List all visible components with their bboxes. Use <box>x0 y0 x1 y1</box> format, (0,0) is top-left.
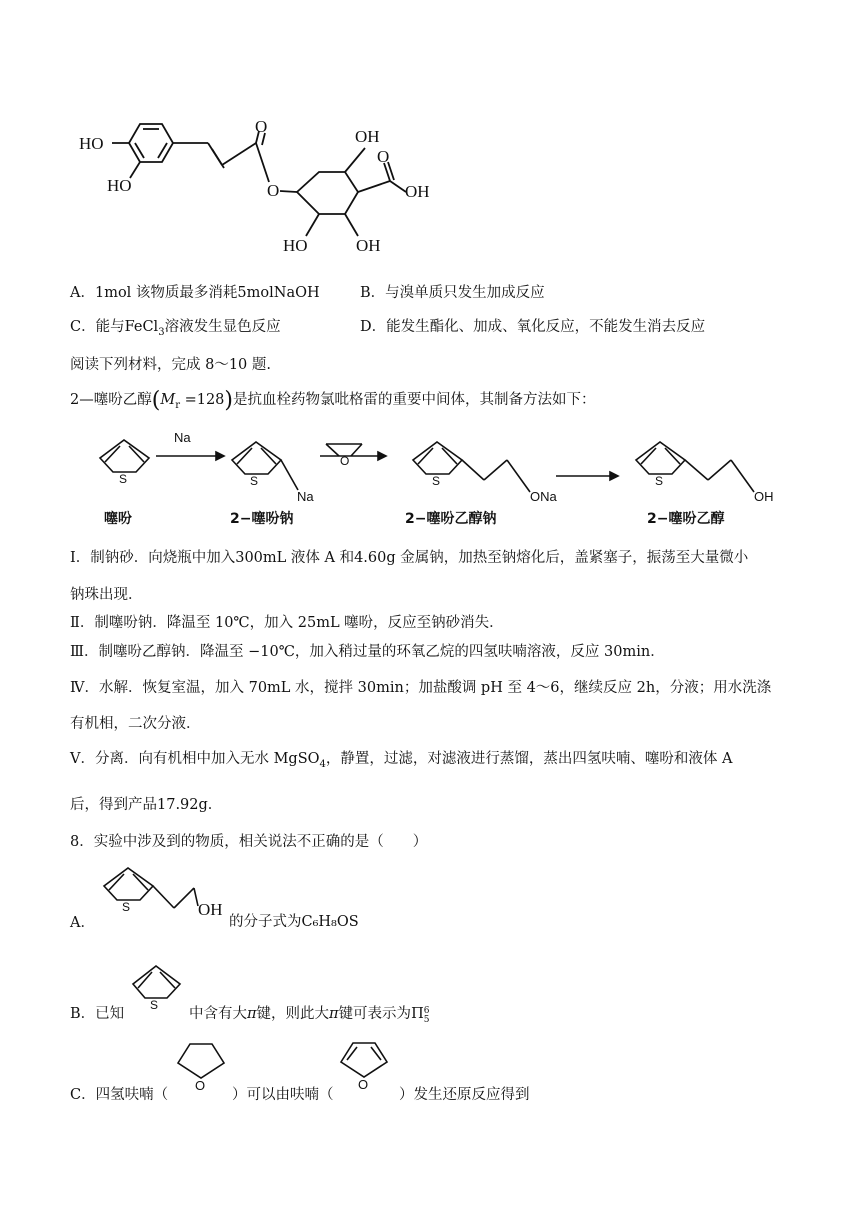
step-4-line-2: 有机相，二次分液． <box>70 716 201 732</box>
thiophene-s-3: S <box>432 474 441 488</box>
ester-o-label: O <box>267 181 280 200</box>
q8-a-oh: OH <box>198 900 223 919</box>
name-sodium-thiophene: 2−噻吩钠 <box>230 511 294 527</box>
ona-label: ONa <box>530 489 557 504</box>
step-4-line-1: Ⅳ．水解．恢复室温，加入 70mL 水，搅拌 30min；加盐酸调 pH 至 4～6，继续反应 2h，分液；用水洗涤 <box>70 680 772 696</box>
oh-label-top: OH <box>355 127 380 146</box>
q8-c-furan-o: O <box>358 1077 369 1092</box>
acid-o-label: O <box>377 147 390 166</box>
ho-ring-label: HO <box>283 236 308 255</box>
q7-option-d: D．能发生酯化、加成、氧化反应，不能发生消去反应 <box>360 319 706 335</box>
oh-ring-label: OH <box>356 236 381 255</box>
name-thiophene-ethanol-sodium: 2−噻吩乙醇钠 <box>405 511 497 527</box>
na-substituent: Na <box>297 489 314 504</box>
q8-b-s: S <box>150 998 159 1012</box>
q8-b-text: 中含有大π键，则此大π键可表示为Π 6 5 <box>189 1006 430 1025</box>
q7-option-c: C．能与FeCl$_3$溶液发生显色反应 <box>70 319 281 338</box>
q8-c-end: ）发生还原反应得到 <box>399 1087 530 1103</box>
q7-option-b: B．与溴单质只发生加成反应 <box>360 285 545 301</box>
step-3: Ⅲ．制噻吩乙醇钠．降温至 −10℃，加入稍过量的环氧乙烷的四氢呋喃溶液，反应 30min． <box>70 644 665 660</box>
q7-option-a: A．1mol 该物质最多消耗5molNaOH <box>70 285 320 301</box>
step-1-line-2: 钠珠出现． <box>70 587 143 603</box>
q8-c-label: C．四氢呋喃（ <box>70 1087 169 1103</box>
name-thiophene: 噻吩 <box>104 511 132 527</box>
thiophene-s-4: S <box>655 474 664 488</box>
oh-label: OH <box>754 489 774 504</box>
step-5-line-1: Ⅴ．分离．向有机相中加入无水 MgSO$_4$，静置，过滤，对滤液进行蒸馏，蒸出四氢呋喃、噻吩和液体 A <box>70 751 733 770</box>
reagent-na: Na <box>174 430 191 445</box>
thiophene-s-1: S <box>119 472 128 486</box>
q8-a-s: S <box>122 900 131 914</box>
q8-c-thf-o: O <box>195 1078 206 1093</box>
thiophene-s-2: S <box>250 474 259 488</box>
step-2: Ⅱ．制噻吩钠．降温至 10℃，加入 25mL 噻吩，反应至钠砂消失． <box>70 615 504 631</box>
ho-label-bottom: HO <box>107 176 132 195</box>
name-thiophene-ethanol: 2−噻吩乙醇 <box>647 511 725 527</box>
step-5-line-2: 后，得到产品17.92g． <box>70 797 223 813</box>
reading-intro: 阅读下列材料，完成 8～10 题. <box>70 357 272 373</box>
q8-b-label: B．已知 <box>70 1006 125 1022</box>
q8-a-text: 的分子式为C₆H₈OS <box>229 914 359 930</box>
q8-c-mid: ）可以由呋喃（ <box>232 1087 334 1103</box>
carbonyl-o-label: O <box>255 117 268 136</box>
q8-stem: 8．实验中涉及到的物质，相关说法不正确的是（ ） <box>70 834 428 850</box>
acid-oh-label: OH <box>405 182 430 201</box>
q8-a-label: A． <box>70 915 95 931</box>
epoxide-o: O <box>340 454 350 468</box>
ho-label-top: HO <box>79 134 104 153</box>
step-1-line-1: Ⅰ．制钠砂．向烧瓶中加入300mL 液体 A 和4.60g 金属钠，加热至钠熔化后，盖紧塞子，振荡至大量微小 <box>70 550 749 566</box>
reading-line2: 2—噻吩乙醇$(M_r =128)$是抗血栓药物氯吡格雷的重要中间体，其制备方法如下： <box>70 388 596 413</box>
